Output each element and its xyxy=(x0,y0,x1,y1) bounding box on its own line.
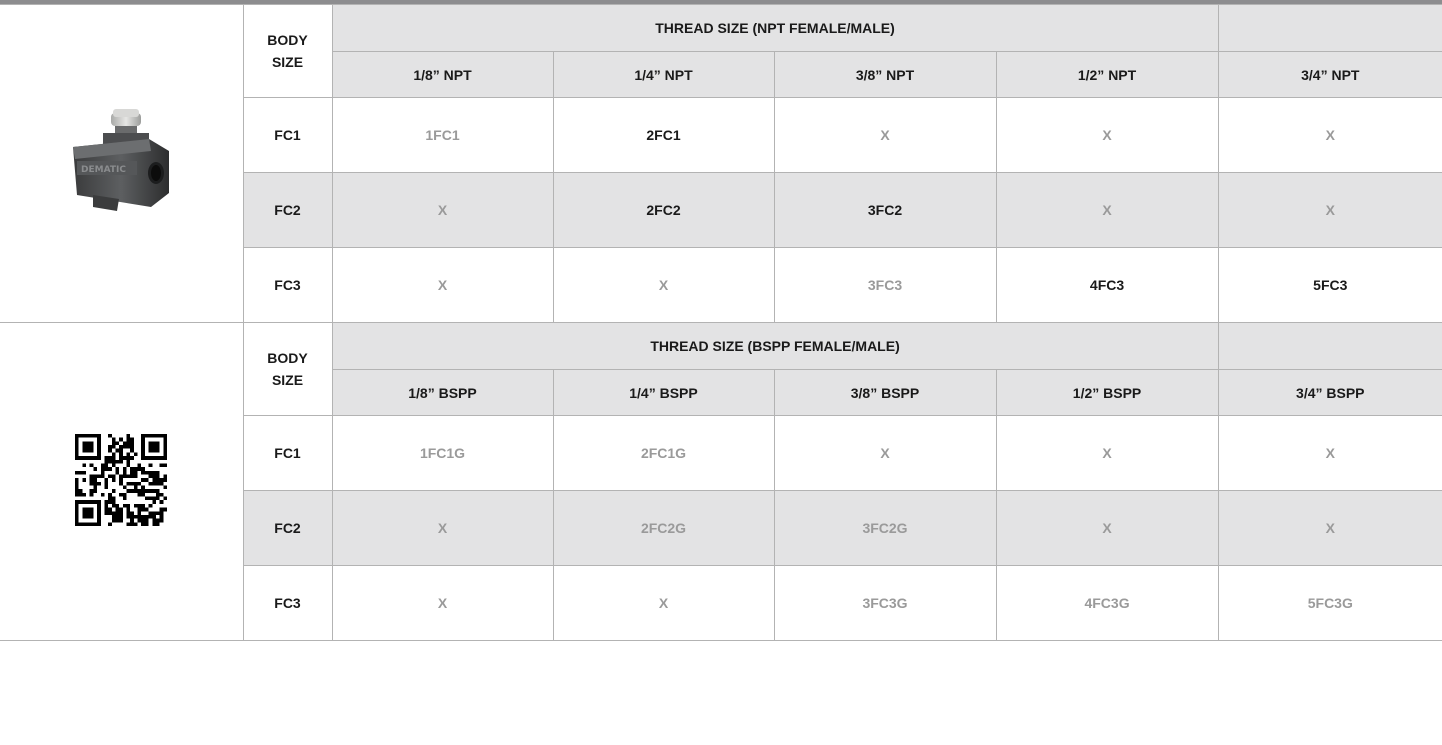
part-number-cell: X xyxy=(332,248,553,323)
body-size-cell: FC1 xyxy=(243,98,332,173)
part-number-cell: X xyxy=(553,566,774,641)
npt-body-size-header xyxy=(243,5,332,98)
part-number-cell: 4FC3 xyxy=(996,248,1218,323)
bspp-body-label-line1: BODY xyxy=(267,350,308,366)
body-size-cell: FC3 xyxy=(243,248,332,323)
npt-col-header: 3/8” NPT xyxy=(774,52,996,98)
part-number-cell: X xyxy=(332,566,553,641)
body-size-cell: FC2 xyxy=(243,491,332,566)
npt-col-header: 1/8” NPT xyxy=(332,52,553,98)
part-number-cell: X xyxy=(996,173,1218,248)
part-number-cell: 2FC2G xyxy=(553,491,774,566)
qr-code-icon xyxy=(75,434,167,529)
npt-header-row xyxy=(0,5,1442,52)
npt-body-label-line1: BODY xyxy=(267,32,308,48)
part-number-cell: 1FC1 xyxy=(332,98,553,173)
part-number-cell: 2FC2 xyxy=(553,173,774,248)
body-size-cell: FC3 xyxy=(243,566,332,641)
bspp-col-header: 1/4” BSPP xyxy=(553,370,774,416)
part-number-cell: X xyxy=(1218,173,1442,248)
part-number-cell: X xyxy=(774,416,996,491)
part-number-cell: X xyxy=(996,416,1218,491)
npt-col-header: 1/4” NPT xyxy=(553,52,774,98)
svg-text:DEMATIC: DEMATIC xyxy=(81,165,127,175)
part-number-cell: X xyxy=(774,98,996,173)
body-size-cell: FC1 xyxy=(243,416,332,491)
body-size-cell: FC2 xyxy=(243,173,332,248)
bspp-header-blank xyxy=(1218,323,1442,370)
part-number-cell: X xyxy=(332,173,553,248)
part-number-cell: X xyxy=(332,491,553,566)
bspp-col-header: 1/8” BSPP xyxy=(332,370,553,416)
part-number-cell: 5FC3 xyxy=(1218,248,1442,323)
part-number-cell: 2FC1 xyxy=(553,98,774,173)
part-number-cell: 3FC3 xyxy=(774,248,996,323)
flow-control-valve-icon xyxy=(63,107,179,220)
bspp-thread-size-header: THREAD SIZE (BSPP FEMALE/MALE) xyxy=(332,323,1218,370)
bspp-qr-cell xyxy=(0,323,243,641)
part-number-cell: 3FC3G xyxy=(774,566,996,641)
part-number-cell: X xyxy=(996,98,1218,173)
npt-body-label-line2: SIZE xyxy=(271,54,304,70)
part-number-cell: X xyxy=(553,248,774,323)
bspp-col-header: 1/2” BSPP xyxy=(996,370,1218,416)
part-number-cell: 1FC1G xyxy=(332,416,553,491)
bspp-col-header: 3/8” BSPP xyxy=(774,370,996,416)
part-number-cell: 2FC1G xyxy=(553,416,774,491)
bspp-header-row xyxy=(0,323,1442,370)
bspp-body-size-header xyxy=(243,323,332,416)
bspp-body-label-line2: SIZE xyxy=(271,372,304,388)
npt-thread-size-header: THREAD SIZE (NPT FEMALE/MALE) xyxy=(332,5,1218,52)
npt-header-blank xyxy=(1218,5,1442,52)
part-number-cell: X xyxy=(1218,491,1442,566)
part-number-cell: 5FC3G xyxy=(1218,566,1442,641)
part-number-table xyxy=(0,4,1442,641)
part-number-cell: X xyxy=(1218,98,1442,173)
npt-product-image-cell xyxy=(0,5,243,323)
part-number-cell: 4FC3G xyxy=(996,566,1218,641)
npt-col-header: 3/4” NPT xyxy=(1218,52,1442,98)
product-table-wrapper xyxy=(0,4,1442,641)
part-number-cell: X xyxy=(996,491,1218,566)
part-number-cell: 3FC2 xyxy=(774,173,996,248)
part-number-cell: X xyxy=(1218,416,1442,491)
npt-col-header: 1/2” NPT xyxy=(996,52,1218,98)
part-number-cell: 3FC2G xyxy=(774,491,996,566)
bspp-col-header: 3/4” BSPP xyxy=(1218,370,1442,416)
